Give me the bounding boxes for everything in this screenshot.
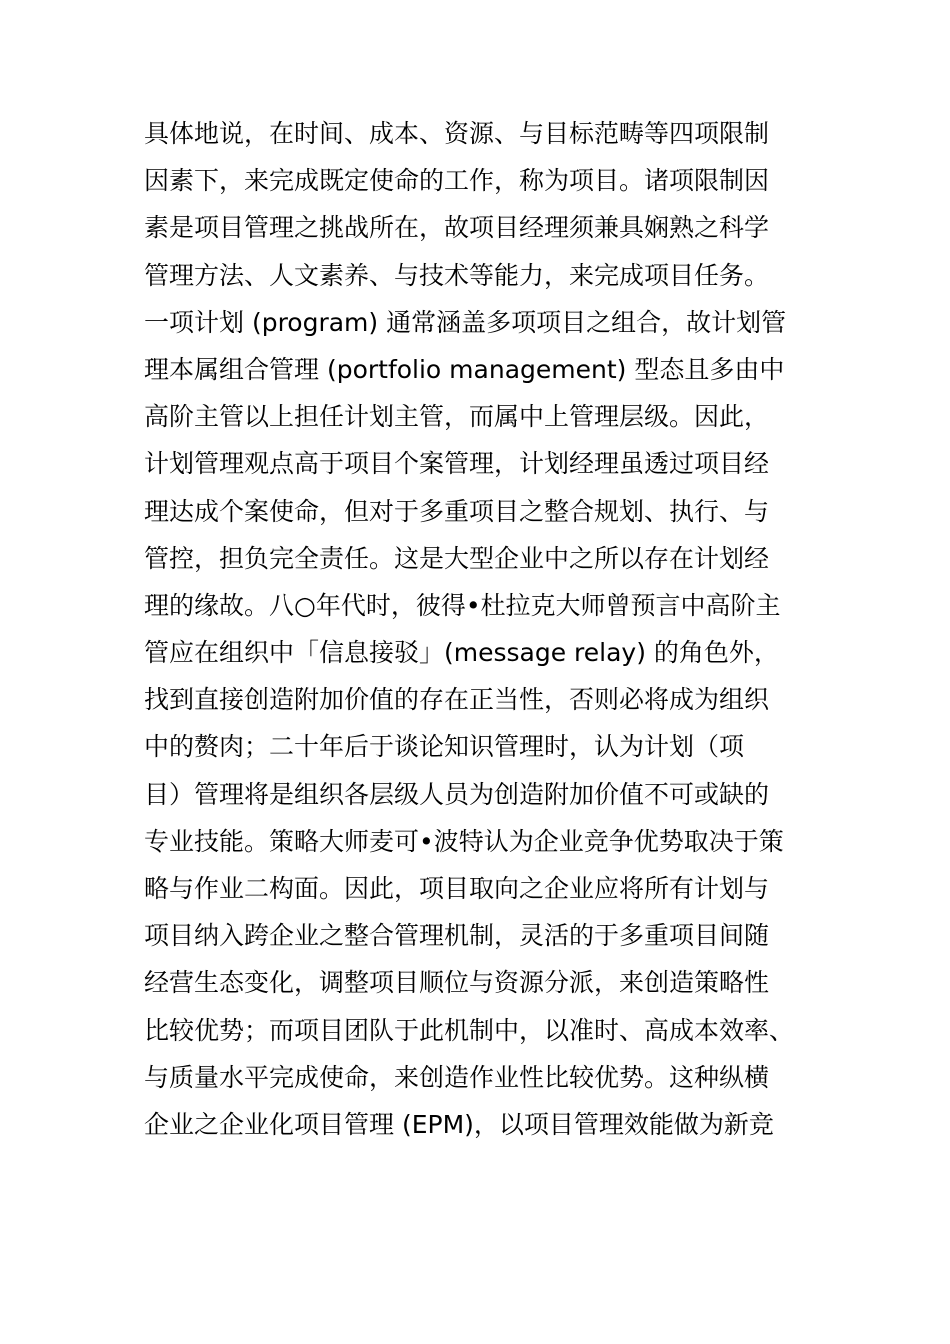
text-line-4: 管理方法、人文素养、与技术等能力，来完成项目任务。 bbox=[144, 260, 770, 290]
text-line-17: 略与作业二构面。因此，项目取向之企业应将所有计划与 bbox=[144, 874, 770, 903]
text-line-16: 专业技能。策略大师麦可•波特认为企业竞争优势取决于策 bbox=[144, 826, 784, 856]
text-line-6: 理本属组合管理 (portfolio management) 型态且多由中 bbox=[144, 354, 785, 384]
body-paragraph bbox=[144, 110, 814, 1148]
text-line-21: 与质量水平完成使命，来创造作业性比较优势。这种纵横 bbox=[144, 1062, 770, 1092]
text-line-13: 找到直接创造附加价值的存在正当性，否则必将成为组织 bbox=[144, 685, 770, 715]
text-line-14: 中的赘肉；二十年后于谈论知识管理时，认为计划（项 bbox=[144, 732, 745, 762]
text-line-15: 目）管理将是组织各层级人员为创造附加价值不可或缺的 bbox=[144, 779, 770, 809]
text-line-12: 管应在组织中「信息接驳」(message relay) 的角色外， bbox=[144, 638, 779, 668]
text-line-7: 高阶主管以上担任计划主管，而属中上管理层级。因此， bbox=[144, 402, 770, 432]
text-line-9: 理达成个案使命，但对于多重项目之整合规划、执行、与 bbox=[144, 496, 770, 526]
text-line-22: 企业之企业化项目管理 (EPM)，以项目管理效能做为新竞 bbox=[144, 1109, 774, 1139]
text-line-10: 管控，担负完全责任。这是大型企业中之所以存在计划经 bbox=[144, 543, 770, 573]
text-line-18: 项目纳入跨企业之整合管理机制，灵活的于多重项目间随 bbox=[144, 921, 770, 951]
text-line-11: 理的缘故。八○年代时，彼得•杜拉克大师曾预言中高阶主 bbox=[144, 590, 781, 620]
text-line-8: 计划管理观点高于项目个案管理，计划经理虽透过项目经 bbox=[144, 449, 770, 479]
text-line-19: 经营生态变化，调整项目顺位与资源分派，来创造策略性 bbox=[144, 968, 770, 998]
text-line-5: 一项计划 (program) 通常涵盖多项项目之组合，故计划管 bbox=[144, 307, 787, 337]
text-line-20: 比较优势；而项目团队于此机制中，以准时、高成本效率、 bbox=[144, 1015, 795, 1045]
text-line-3: 素是项目管理之挑战所在，故项目经理须兼具娴熟之科学 bbox=[144, 213, 770, 243]
text-line-1: 具体地说，在时间、成本、资源、与目标范畴等四项限制 bbox=[144, 119, 770, 148]
text-line-2: 因素下，来完成既定使命的工作，称为项目。诸项限制因 bbox=[144, 166, 770, 196]
